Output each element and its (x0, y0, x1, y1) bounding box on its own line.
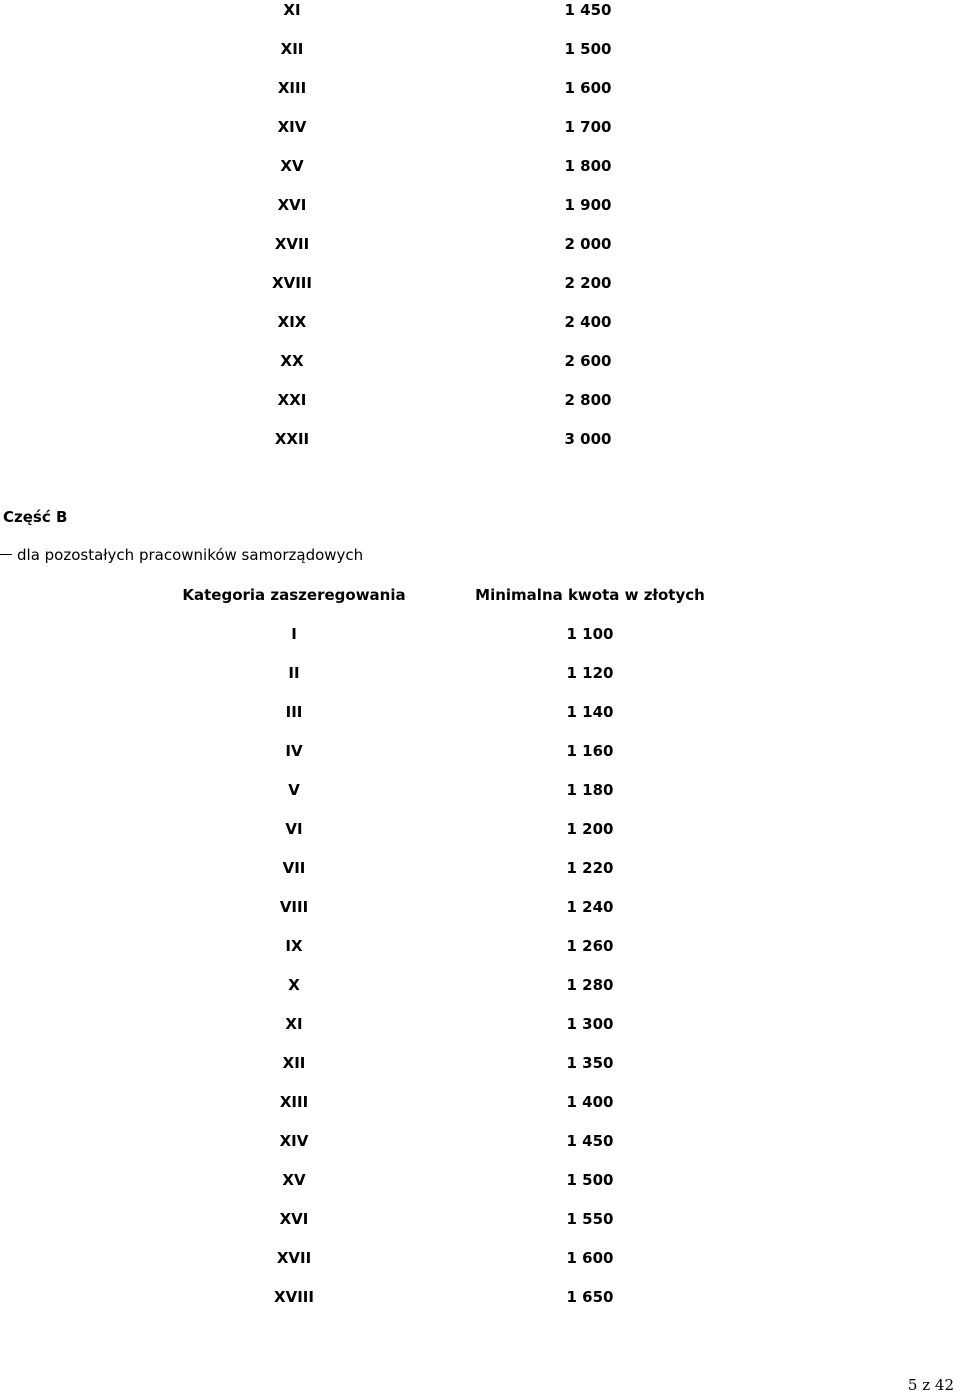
table-row (0, 702, 960, 722)
category-cell: XX (280, 352, 304, 370)
category-cell: IV (285, 742, 303, 760)
category-cell: X (288, 976, 300, 994)
category-cell: XVI (277, 196, 307, 214)
category-cell: XVIII (274, 1288, 314, 1306)
table-row (0, 1170, 960, 1190)
category-cell: XIII (279, 1093, 309, 1111)
amount-cell: 1 450 (566, 1132, 614, 1150)
table-row (0, 273, 960, 293)
category-cell: III (285, 703, 303, 721)
section-subtitle-text: dla pozostałych pracowników samorządowych (17, 546, 364, 564)
table-row (0, 312, 960, 332)
amount-cell: 1 700 (564, 118, 612, 136)
amount-cell: 2 600 (564, 352, 612, 370)
table-row (0, 780, 960, 800)
amount-cell: 1 900 (564, 196, 612, 214)
table-row (0, 1092, 960, 1112)
table-row (0, 117, 960, 137)
category-cell: II (288, 664, 300, 682)
table-row (0, 351, 960, 371)
table-row (0, 1287, 960, 1307)
amount-cell: 1 240 (566, 898, 614, 916)
table-row (0, 1248, 960, 1268)
category-cell: XVII (276, 1249, 312, 1267)
table-row (0, 858, 960, 878)
category-cell: XI (285, 1015, 303, 1033)
amount-cell: 1 280 (566, 976, 614, 994)
table-row (0, 1053, 960, 1073)
table-row (0, 156, 960, 176)
page-number: 5 z 42 (907, 1376, 954, 1394)
category-cell: XVIII (272, 274, 312, 292)
amount-cell: 1 140 (566, 703, 614, 721)
table-row (0, 1014, 960, 1034)
amount-cell: 1 120 (566, 664, 614, 682)
table-header (0, 585, 960, 605)
category-cell: XIV (279, 1132, 309, 1150)
table-row (0, 741, 960, 761)
table-row (0, 78, 960, 98)
category-cell: XIX (277, 313, 307, 331)
section-title: Część B (3, 508, 68, 526)
amount-cell: 1 160 (566, 742, 614, 760)
amount-cell: 1 600 (564, 79, 612, 97)
category-cell: XV (282, 1171, 306, 1189)
amount-cell: 1 260 (566, 937, 614, 955)
table-row (0, 897, 960, 917)
column-header-category: Kategoria zaszeregowania (182, 586, 406, 604)
table-row (0, 819, 960, 839)
category-cell: I (291, 625, 297, 643)
amount-cell: 2 000 (564, 235, 612, 253)
amount-cell: 1 200 (566, 820, 614, 838)
table-row (0, 936, 960, 956)
table-row (0, 975, 960, 995)
category-cell: XIV (277, 118, 307, 136)
category-cell: XVII (274, 235, 310, 253)
amount-cell: 2 800 (564, 391, 612, 409)
amount-cell: 1 220 (566, 859, 614, 877)
amount-cell: 1 500 (564, 40, 612, 58)
amount-cell: 3 000 (564, 430, 612, 448)
dash-mark (0, 554, 12, 555)
amount-cell: 2 400 (564, 313, 612, 331)
amount-cell: 2 200 (564, 274, 612, 292)
category-cell: VIII (279, 898, 309, 916)
amount-cell: 1 180 (566, 781, 614, 799)
table-row (0, 0, 960, 20)
category-cell: XVI (279, 1210, 309, 1228)
amount-cell: 1 100 (566, 625, 614, 643)
amount-cell: 1 800 (564, 157, 612, 175)
table-row (0, 234, 960, 254)
category-cell: XII (282, 1054, 306, 1072)
amount-cell: 1 550 (566, 1210, 614, 1228)
category-cell: XIII (277, 79, 307, 97)
category-cell: V (288, 781, 300, 799)
amount-cell: 1 500 (566, 1171, 614, 1189)
table-row (0, 429, 960, 449)
category-cell: VII (282, 859, 306, 877)
category-cell: VI (285, 820, 303, 838)
category-cell: XV (280, 157, 304, 175)
section-subtitle (0, 545, 363, 565)
column-header-amount: Minimalna kwota w złotych (475, 586, 705, 604)
amount-cell: 1 400 (566, 1093, 614, 1111)
table-row (0, 1131, 960, 1151)
amount-cell: 1 300 (566, 1015, 614, 1033)
amount-cell: 1 450 (564, 1, 612, 19)
table-row (0, 1209, 960, 1229)
category-cell: XII (280, 40, 304, 58)
table-row (0, 39, 960, 59)
category-cell: XI (283, 1, 301, 19)
table-row (0, 663, 960, 683)
category-cell: XXI (277, 391, 307, 409)
amount-cell: 1 350 (566, 1054, 614, 1072)
table-row (0, 624, 960, 644)
category-cell: XXII (274, 430, 310, 448)
table-row (0, 195, 960, 215)
category-cell: IX (285, 937, 303, 955)
amount-cell: 1 650 (566, 1288, 614, 1306)
table-row (0, 390, 960, 410)
amount-cell: 1 600 (566, 1249, 614, 1267)
